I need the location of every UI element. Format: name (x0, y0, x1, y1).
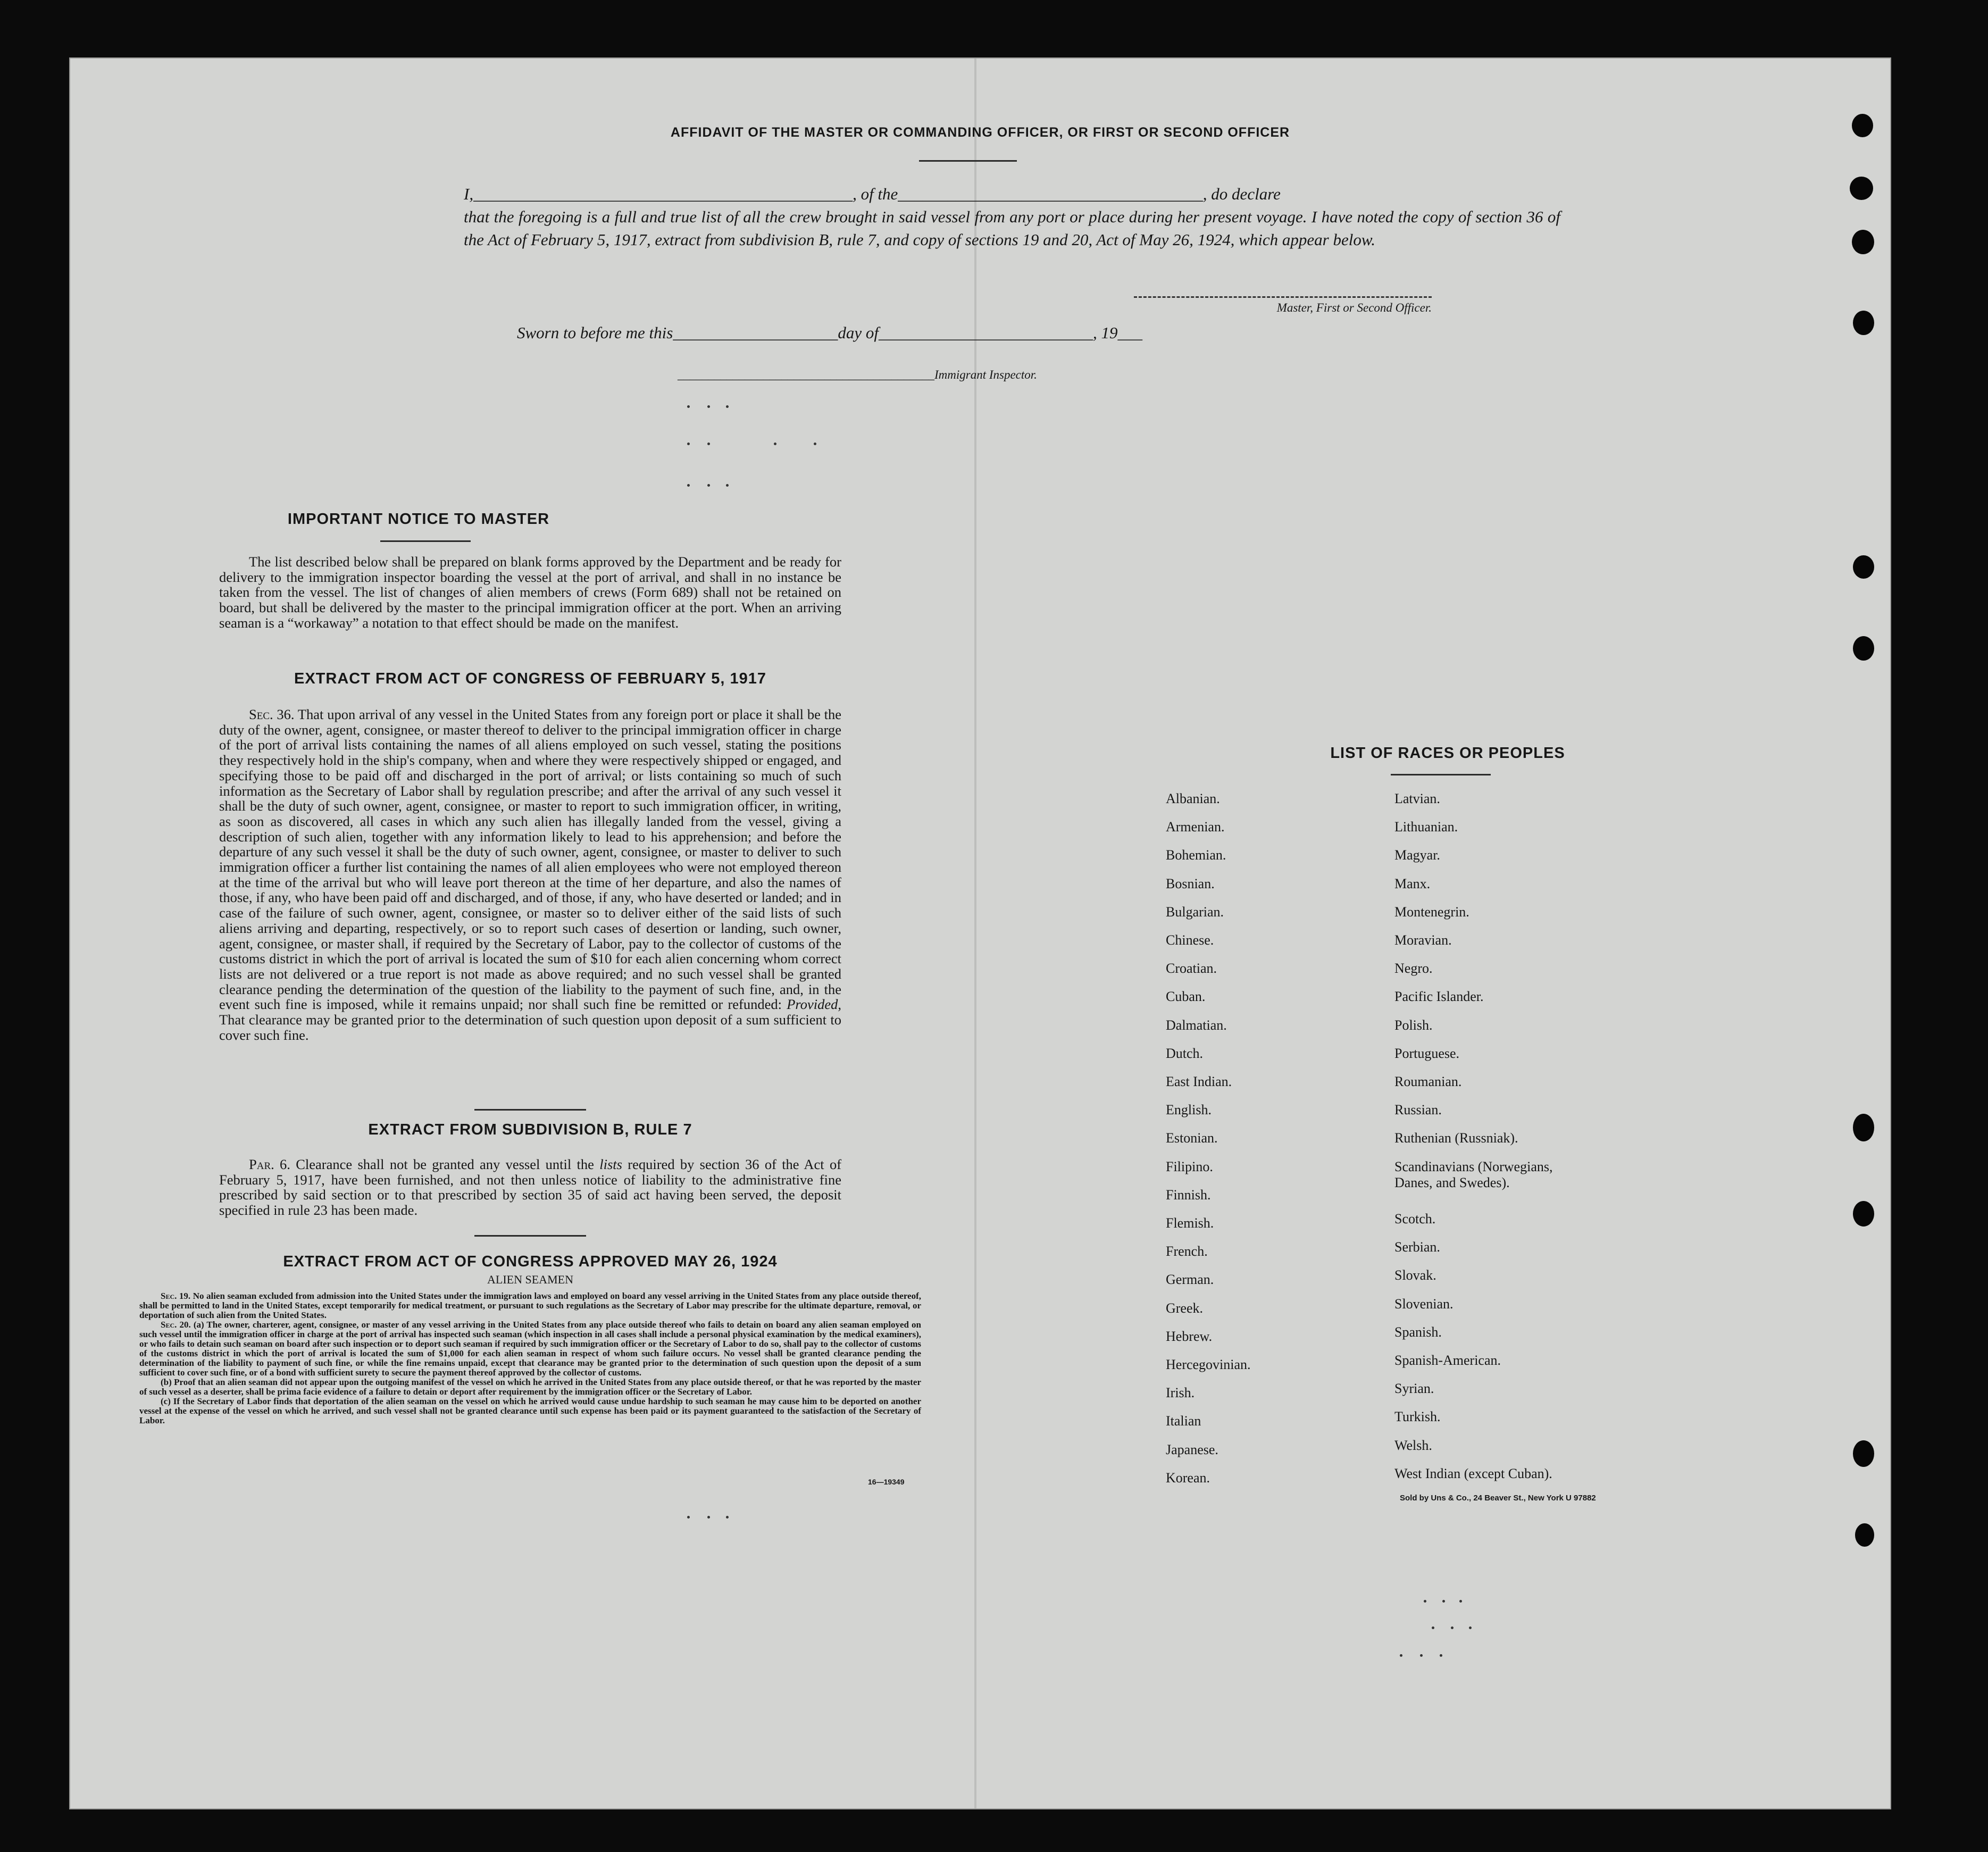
race-item: Roumanian. (1394, 1074, 1462, 1089)
notice-title: IMPORTANT NOTICE TO MASTER (287, 511, 550, 528)
race-item: Slovak. (1394, 1267, 1436, 1283)
section-20-label: Sec. 20. (161, 1320, 191, 1330)
section-36-text: That upon arrival of any vessel in the United States from any foreign port or place it shall be the duty of the owner, agent, consignee, or master thereof to deliver to the principal immigration officer in charge of the port of arrival lists containing the names of all aliens employed on such vessel, stating the positions they respectively hold in the ship's company, when and where they were respectively shipped or engaged, and specifying those to be paid off and discharged in the port of arrival; or lists containing so much of such information as the Secretary of Labor shall by regulation prescribe; and after the arrival of any such vessel it shall be the duty of such owner, agent, consignee, or master to report to such immigration officer, in writing, as soon as discovered, all cases in which any such alien has illegally landed from the vessel, giving a description of such alien, together with any information likely to lead to his apprehension; and before the departure of any such vessel it shall be the duty of such owner, agent, consignee, or master to deliver to such immigration officer a further list containing the names of all alien employees who were not employed thereon at the time of the arrival but who will leave port thereon at the time of her departure, and also the names of those, if any, who have been paid off and discharged, and of those, if any, who have deserted or landed; and in case of the failure of such owner, agent, consignee, or master so to deliver either of the said lists of such aliens arriving and departing, respectively, or so to report such cases of desertion or landing, such owner, agent, consignee, or master shall, if required by the Secretary of Labor, pay to the collector of customs of the customs district in which the port of arrival is located the sum of $10 for each alien concerning whom correct lists are not delivered or a true report is not made as above required; and no such vessel shall be granted clearance pending the determination of the question of the liability to the payment of such fine, and, in the event such fine is imposed, while it remains unpaid; nor shall such fine be remitted or refunded: (219, 706, 841, 1013)
master-signature-caption: Master, First or Second Officer. (1276, 301, 1432, 314)
race-item: Scotch. (1394, 1211, 1436, 1227)
section-36-end: That clearance may be granted prior to the determination of such question upon deposit of a sum sufficient to cover such fine. (219, 1012, 841, 1043)
race-item: Scandinavians (Norwegians, Danes, and Swedes). (1394, 1158, 1553, 1190)
race-item: Hercegovinian. (1166, 1357, 1251, 1372)
affidavit-declare-line: I,______________________________________________, of the_____________________________________, do declare (464, 185, 1281, 203)
race-item: Greek. (1166, 1300, 1204, 1316)
section-20c-text: (c) If the Secretary of Labor finds that deportation of the alien seaman on the vessel on which he arrived would cause undue hardship to such seaman he may cause him to be deported on another vessel at the expense of the vessel on which he arrived, and such vessel shall not be granted clearance until such expense has been paid or its payment guaranteed to the satisfaction of the Secretary of Labor. (139, 1396, 921, 1425)
section-20a-text: (a) The owner, charterer, agent, consignee, or master of any vessel arriving in the United States from any place outside thereof who fails to detain on board any alien seaman employed on such vessel until the immigration officer in charge at the port of arrival has inspected such seaman (which inspection in all cases shall include a personal physical examination by the medical examiners), or who fails to detain such seaman on board after such inspection or to deport such seaman if required by such immigration officer or the Secretary of Labor to do so, shall pay to the collector of customs of the customs district in which the port of arrival is located the sum of $1,000 for each alien seaman in respect of whom such failure occurs. No vessel shall be granted clearance pending the determination of the liability to payment of such fine, or while the fine remains unpaid, except that clearance may be granted prior to the determination of such question upon the deposit of a sum sufficient to cover such fine, or of a bond with sufficient surety to secure the payment thereof approved by the collector of customs. (139, 1320, 921, 1378)
race-item: German. (1166, 1272, 1214, 1288)
race-item: Filipino. (1166, 1158, 1213, 1174)
section-19-text: No alien seaman excluded from admission into the United States under the immigration laws and employed on board any vessel arriving in the United States from any place outside thereof, shall be permitted to land in the United States, except temporarily for medical treatment, or pursuant to such regulations as the Secretary of Labor may prescribe for the ultimate departure, removal, or deportation of such alien from the United States. (139, 1291, 922, 1320)
provided-word: Provided, (787, 996, 841, 1013)
section-19-label: Sec. 19. (161, 1291, 191, 1301)
race-item: Bosnian. (1166, 875, 1215, 891)
extract-1917-divider (474, 1109, 586, 1111)
lists-word: lists (599, 1156, 622, 1172)
extract-1924-title: EXTRACT FROM ACT OF CONGRESS APPROVED MAY 26, 1924 (283, 1253, 778, 1270)
par-6-text-b: required by section 36 of the Act of February 5, 1917, have been furnished, and not then unless notice of liability to the administrative fine prescribed by said section or to that prescribed by section 35 of said act having been served, the deposit specified in rule 23 has been made. (219, 1156, 842, 1219)
race-item: Moravian. (1394, 932, 1452, 948)
printer-imprint: Sold by Uns & Co., 24 Beaver St., New York U 97882 (1400, 1494, 1596, 1503)
race-item: Flemish. (1166, 1215, 1214, 1231)
race-item: Irish. (1166, 1385, 1195, 1401)
title-divider (919, 160, 1017, 162)
race-item: Serbian. (1394, 1239, 1440, 1255)
race-item: Korean. (1166, 1470, 1210, 1486)
race-item: Cuban. (1166, 989, 1206, 1005)
punch-hole (1852, 230, 1874, 254)
race-item: Turkish. (1394, 1409, 1441, 1425)
extract-rule7-title: EXTRACT FROM SUBDIVISION B, RULE 7 (368, 1121, 692, 1138)
race-item: Albanian. (1166, 791, 1220, 806)
form-code: 16—19349 (868, 1478, 905, 1486)
race-item: Bohemian. (1166, 847, 1226, 863)
punch-hole (1853, 311, 1874, 335)
race-item: Italian (1166, 1413, 1201, 1429)
race-item: Welsh. (1394, 1437, 1432, 1453)
affidavit-text (464, 182, 1560, 251)
punch-hole (1853, 1114, 1874, 1141)
extract-rule7-divider (474, 1235, 586, 1237)
races-title: LIST OF RACES OR PEOPLES (1330, 745, 1565, 762)
race-item: Bulgarian. (1166, 904, 1224, 920)
race-item: Montenegrin. (1394, 904, 1469, 920)
race-item: Estonian. (1166, 1130, 1218, 1146)
race-item: Polish. (1394, 1017, 1433, 1033)
extract-1917-body (219, 707, 841, 1042)
extract-1924-body (139, 1291, 921, 1425)
race-item: Syrian. (1394, 1381, 1434, 1397)
race-item: Spanish-American. (1394, 1353, 1501, 1368)
race-item: Spanish. (1394, 1324, 1442, 1340)
race-item: Hebrew. (1166, 1328, 1213, 1344)
section-20b-text: (b) Proof that an alien seaman did not appear upon the outgoing manifest of the vessel on which he arrived in the United States from any place outside thereof, or that he was reported by the master of such vessel as a deserter, shall be prima facie evidence of a failure to detain or deport after requirement by the immigration officer or the Secretary of Labor. (139, 1377, 921, 1397)
race-item: Latvian. (1394, 791, 1440, 806)
alien-seamen-subtitle: ALIEN SEAMEN (487, 1273, 573, 1286)
race-item: Japanese. (1166, 1441, 1218, 1457)
race-item: East Indian. (1166, 1074, 1232, 1089)
notice-paragraph: The list described below shall be prepared on blank forms approved by the Department and be ready for delivery to the immigration inspector boarding the vessel at the port of arrival, and shall in no instance be taken from the vessel. The list of changes of alien members of crews (Form 689) shall not be retained on board, but shall be delivered by the master to the principal immigration officer at the port. When an arriving seaman is a “workaway” a notation to that effect should be made on the manifest. (219, 554, 841, 631)
sworn-line: Sworn to before me this____________________day of__________________________, 19___ (517, 323, 1142, 342)
punch-hole (1853, 636, 1874, 661)
punch-hole (1850, 177, 1873, 200)
affidavit-body: that the foregoing is a full and true list of all the crew brought in said vessel from any port or place during her present voyage. I have noted the copy of section 36 of the Act of February 5, 1917, extract from subdivision B, rule 7, and copy of sections 19 and 20, Act of May 26, 1924, which appear below. (464, 207, 1560, 249)
race-item: English. (1166, 1102, 1212, 1118)
affidavit-title: AFFIDAVIT OF THE MASTER OR COMMANDING OFFICER, OR FIRST OR SECOND OFFICER (670, 125, 1290, 140)
race-item: Pacific Islander. (1394, 989, 1484, 1005)
inspector-line: __________________________________________Immigrant Inspector. (678, 368, 1037, 381)
race-item: Ruthenian (Russniak). (1394, 1130, 1518, 1146)
race-item: Armenian. (1166, 819, 1225, 835)
race-item: Magyar. (1394, 847, 1440, 863)
par-6-text-a: Clearance shall not be granted any vessel until the (296, 1156, 594, 1172)
par-6-label: Par. 6. (249, 1156, 290, 1172)
punch-hole (1853, 1201, 1874, 1227)
notice-body (219, 554, 841, 631)
race-item: Finnish. (1166, 1187, 1211, 1203)
race-item: Chinese. (1166, 932, 1214, 948)
punch-hole (1853, 1440, 1874, 1467)
race-item: West Indian (except Cuban). (1394, 1465, 1552, 1481)
race-item: Negro. (1394, 961, 1433, 977)
page-fold (974, 59, 976, 1808)
document-page (69, 57, 1891, 1809)
race-item: Manx. (1394, 875, 1431, 891)
race-item: Dalmatian. (1166, 1017, 1227, 1033)
notice-divider (380, 540, 471, 542)
races-divider (1391, 774, 1491, 775)
race-item: Lithuanian. (1394, 819, 1458, 835)
race-item: Portuguese. (1394, 1045, 1460, 1061)
section-36-label: Sec. 36. (249, 706, 295, 722)
race-item: Dutch. (1166, 1045, 1204, 1061)
punch-hole (1853, 555, 1874, 579)
race-item: Slovenian. (1394, 1296, 1454, 1312)
extract-1917-title: EXTRACT FROM ACT OF CONGRESS OF FEBRUARY 5, 1917 (294, 670, 767, 687)
master-signature-line[interactable] (1134, 296, 1432, 298)
punch-hole (1852, 114, 1873, 137)
extract-rule7-body (219, 1157, 841, 1218)
race-item: French. (1166, 1244, 1208, 1259)
punch-hole (1855, 1523, 1874, 1547)
race-item: Russian. (1394, 1102, 1442, 1118)
race-item: Croatian. (1166, 961, 1217, 977)
